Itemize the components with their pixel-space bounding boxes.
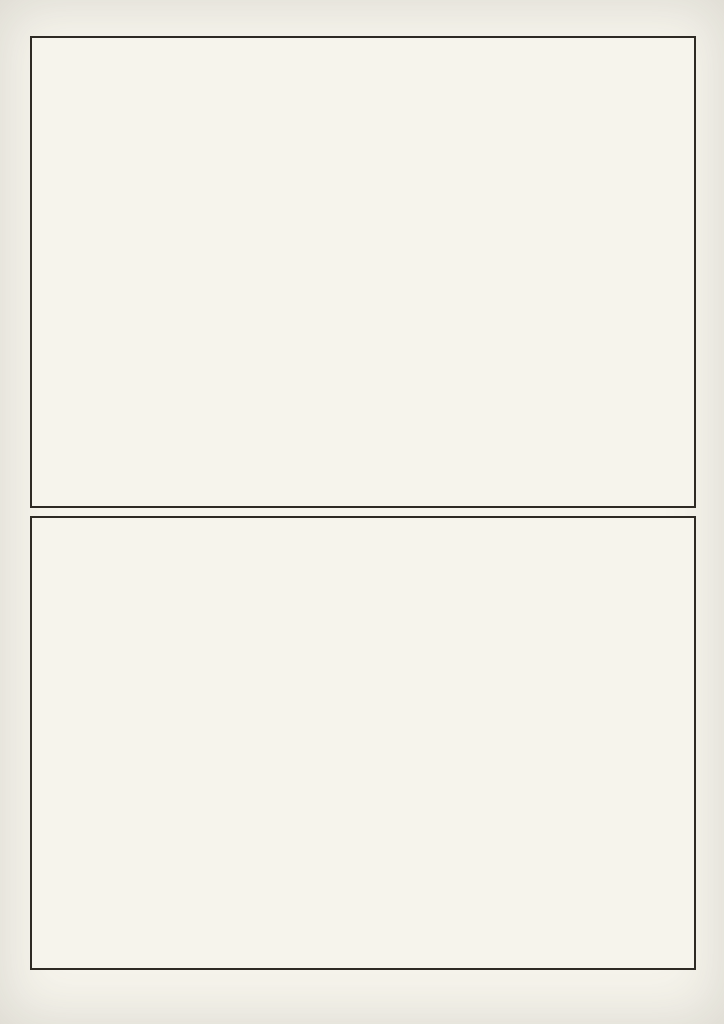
branch-instructors-table (30, 516, 696, 970)
infantry-instructors-table (30, 36, 696, 508)
